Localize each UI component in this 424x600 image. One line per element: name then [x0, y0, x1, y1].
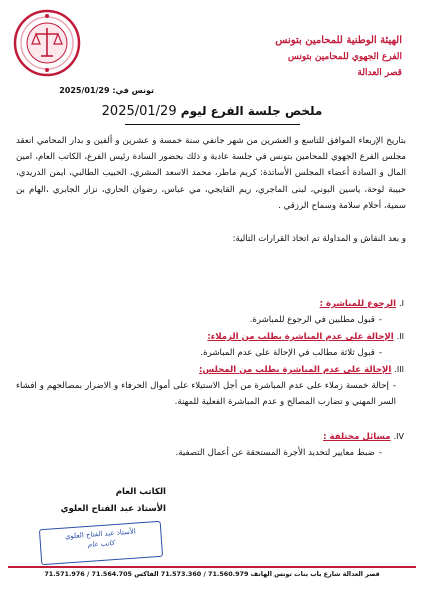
section-3: [16, 362, 404, 410]
section-title: الرجوع للمباشرة :: [319, 299, 397, 309]
org-name: الهيئة الوطنية للمحامين بتونس: [275, 35, 402, 46]
stamp-name: الأستاذ عبد الفتاح العلوي: [64, 527, 137, 541]
list-item: -قبول ثلاثة مطالب في الإحالة على عدم المباشرة.: [200, 348, 382, 358]
section-number: IV.: [393, 432, 404, 441]
page-title: [0, 104, 424, 119]
section-title: الإحالة على عدم المباشرة بطلب من المجلس:: [198, 365, 392, 375]
list-item: -قبول مطلبين في الرجوع للمباشرة.: [249, 315, 382, 325]
footer-divider: [8, 566, 416, 568]
organization-header: [232, 32, 402, 81]
section-2: [16, 329, 404, 361]
section-heading: [16, 362, 404, 378]
title-underline: [125, 124, 300, 125]
decisions-intro: و بعد النقاش و المداولة تم اتخاذ القرارات التالية:: [232, 234, 406, 245]
section-heading: [16, 429, 404, 445]
section-1: [16, 296, 404, 328]
signatory-name: الأستاذ عبد الفتاح العلوي: [60, 504, 166, 514]
org-location: قصر العدالة: [357, 68, 402, 78]
list-item: -ضبط معايير لتحديد الأجرة المستحقة عن أعمال التصفية.: [175, 448, 382, 458]
intro-text: [16, 133, 406, 247]
section-number: I.: [399, 299, 404, 308]
section-heading: [16, 329, 404, 345]
list-item: -إحالة خمسة زملاء على عدم المباشرة من أجل الاستيلاء على أموال الحرفاء و الاضرار بمصالحهم و افشاء السر المهني و تضارب المصالح و عدم المباشرة الفعلية للمهنة.: [16, 381, 396, 407]
document-date: تونس في: 2025/01/29: [59, 86, 154, 95]
section-number: II.: [396, 332, 404, 341]
title-text: ملخص جلسة الفرع ليوم: [180, 104, 323, 118]
section-title: الإحالة على عدم المباشرة بطلب من الزملاء:: [207, 332, 394, 342]
footer-contact: قصر العدالة شارع باب بنات تونس الهاتف 71.560.979 / 71.573.360 الفاكس 71.564.705 / 71.571.976: [44, 570, 380, 578]
bar-association-logo-icon: [12, 8, 82, 78]
section-4: [16, 429, 404, 461]
official-stamp: [39, 521, 163, 565]
section-number: III.: [394, 365, 404, 374]
signatory-role: الكاتب العام: [115, 487, 166, 497]
section-heading: [16, 296, 404, 312]
signature-block: [26, 484, 166, 518]
section-title: مسائل مختلفة :: [323, 432, 391, 442]
title-date: 2025/01/29: [101, 104, 177, 119]
intro-paragraph: بتاريخ الإربعاء الموافق للتاسع و العشرين من شهر جانفي سنة خمسة و عشرين و ألفين و بدار المحامي انعقد مجلس الفرع الجهوي للمحامين بتونس في جلسة عادية و ذلك بحضور السادة رئيس الفرع، الكاتب العام، امين المال و السادة أعضاء المجلس الأساتذة: كريم ماطر، محمد الاسعد المشري، الحبيب الطالبي، ايمن الدريدي، حبيبة لوحة، ياسين البوني، لبنى الماجري، ريم القايجي، مي عباس، رضوان الحاري، نزار الجابري ،الهام بن سمية، أحلام سلامة وسماح الرزقي .: [16, 136, 406, 211]
org-branch: الفرع الجهوي للمحامين بتونس: [287, 52, 402, 62]
stamp-role: كاتب عام: [87, 539, 115, 549]
